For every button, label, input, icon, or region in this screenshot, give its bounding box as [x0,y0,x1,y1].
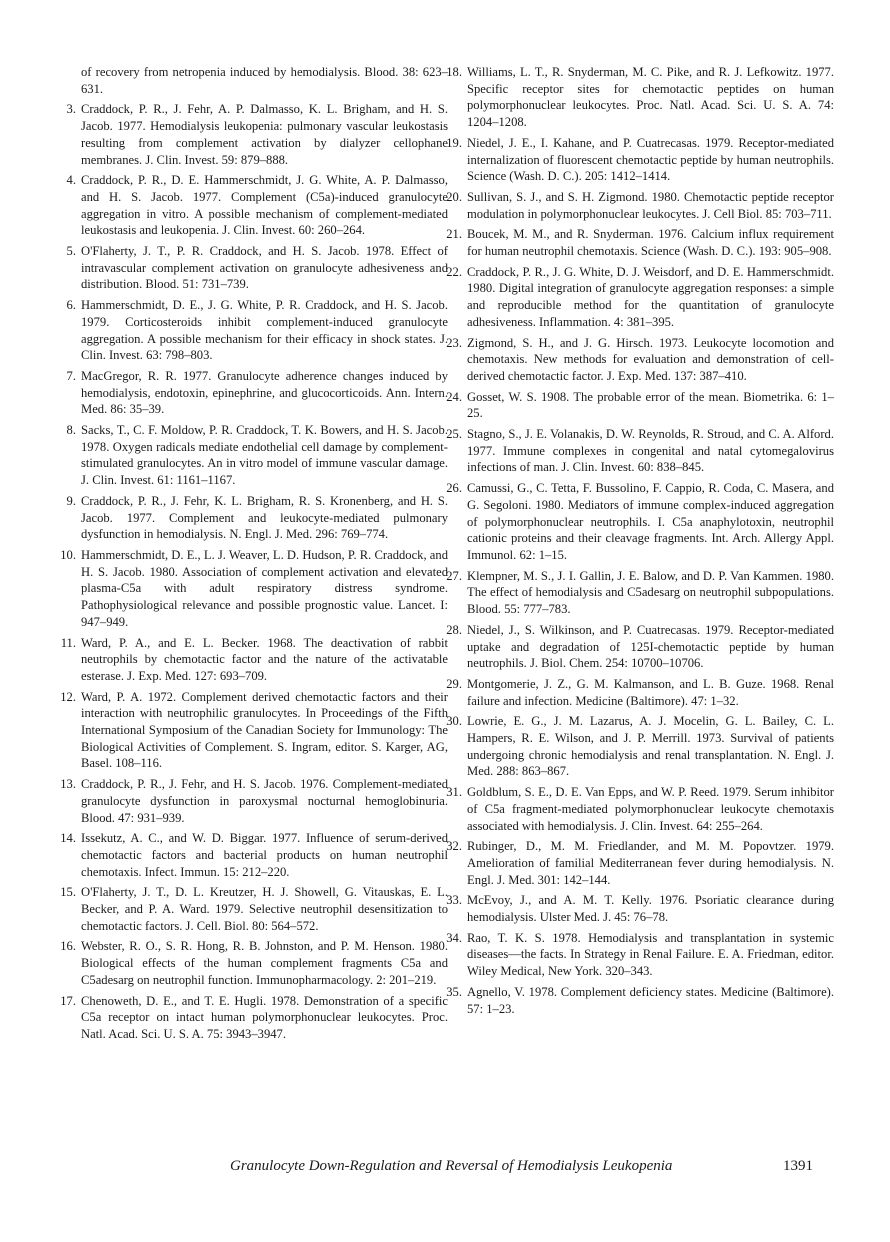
reference-item [446,568,834,618]
reference-number: 10. [60,547,76,562]
reference-number: 23. [446,335,462,350]
reference-number: 11. [60,635,76,650]
reference-column-left [60,64,448,1047]
reference-text: Goldblum, S. E., D. E. Van Epps, and W. P. Reed. 1979. Serum inhibitor of C5a fragment-mediated polymorphonuclear leukocyte chemotaxis associated with hemodialysis. J. Clin. Invest. 64: 255–264. [467,785,834,833]
running-title: Granulocyte Down-Regulation and Reversal of Hemodialysis Leukopenia [230,1158,673,1174]
reference-text: Chenoweth, D. E., and T. E. Hugli. 1978. Demonstration of a specific C5a receptor on intact human polymorphonuclear leukocytes. Proc. Natl. Acad. Sci. U. S. A. 75: 3943–3947. [81,993,448,1041]
reference-item [446,335,834,385]
reference-number: 9. [66,493,76,508]
reference-text: Ward, P. A., and E. L. Becker. 1968. The deactivation of rabbit neutrophils by chemotactic factor and the nature of the activatable esterase. J. Exp. Med. 127: 693–709. [81,635,448,683]
reference-number: 28. [446,622,462,637]
reference-text: Craddock, P. R., J. G. White, D. J. Weisdorf, and D. E. Hammerschmidt. 1980. Digital integration of granulocyte aggregation responses: a simple and reproducible method for the quantitation of granulocyte adhesiveness. Inflammation. 4: 381–395. [467,264,834,329]
reference-text: Craddock, P. R., J. Fehr, and H. S. Jacob. 1976. Complement-mediated granulocyte dysfunction in paroxysmal nocturnal hemoglobinuria. Blood. 47: 931–939. [81,777,448,825]
reference-item [60,993,448,1043]
reference-item [446,226,834,259]
reference-number: 25. [446,427,462,442]
reference-number: 16. [60,939,76,954]
reference-item [446,713,834,780]
reference-column-right [446,64,834,1021]
reference-item [60,689,448,773]
reference-item [446,892,834,925]
reference-number: 6. [66,298,76,313]
reference-text: O'Flaherty, J. T., P. R. Craddock, and H. S. Jacob. 1978. Effect of intravascular complement activation on granulocyte adhesiveness and distribution. Blood. 51: 731–739. [81,244,448,292]
reference-number: 15. [60,885,76,900]
reference-item [63,297,448,364]
reference-item [60,830,448,880]
reference-item [446,426,834,476]
reference-text: Rao, T. K. S. 1978. Hemodialysis and transplantation in systemic diseases—the facts. In Strategy in Renal Failure. E. A. Friedman, editor. Wiley Medical, New York. 320–343. [467,930,834,979]
reference-text: Stagno, S., J. E. Volanakis, D. W. Reynolds, R. Stroud, and C. A. Alford. 1977. Immune complexes in congenital and natal cytomegalovirus infections of man. J. Clin. Invest. 60: 838–845. [467,427,834,475]
reference-item [63,422,448,489]
reference-item [446,622,834,672]
reference-text: Sullivan, S. J., and S. H. Zigmond. 1980. Chemotactic peptide receptor modulation in polymorphonuclear leukocytes. J. Cell Biol. 85: 703–711. [467,189,834,221]
reference-text: Boucek, M. M., and R. Snyderman. 1976. Calcium influx requirement for human neutrophil chemotaxis. Science (Wash. D. C.). 193: 905–908. [467,227,834,259]
reference-item [60,884,448,934]
reference-number: 7. [66,368,76,383]
reference-item [63,64,448,97]
reference-text: of recovery from netropenia induced by hemodialysis. Blood. 38: 623–631. [81,65,448,96]
reference-text: Williams, L. T., R. Snyderman, M. C. Pike, and R. J. Lefkowitz. 1977. Specific receptor sites for chemotactic peptides on human polymorphonuclear leukocytes. Proc. Natl. Acad. Sci. U. S. A. 74: 1204–1208. [467,65,834,130]
reference-text: Niedel, J. E., I. Kahane, and P. Cuatrecasas. 1979. Receptor-mediated internalization of fluorescent chemotactic peptide by human neutrophils. Science (Wash. D. C.). 205: 1412–1414. [467,135,834,184]
reference-text: Hammerschmidt, D. E., J. G. White, P. R. Craddock, and H. S. Jacob. 1979. Corticosteroids inhibit complement-induced granulocyte aggregation. A possible mechanism for their efficacy in shock states. J. Clin. Invest. 63: 798–803. [81,298,448,363]
reference-item [446,838,834,888]
reference-number: 33. [446,893,462,908]
reference-number: 3. [66,102,76,117]
reference-item [446,389,834,422]
reference-number: 31. [446,785,462,800]
reference-number: 35. [446,984,462,999]
reference-number: 13. [60,777,76,792]
reference-text: Zigmond, S. H., and J. G. Hirsch. 1973. Leukocyte locomotion and chemotaxis. New methods for evaluation and demonstration of cell-derived chemotactic factor. J. Exp. Med. 137: 387–410. [467,335,834,383]
reference-text: Ward, P. A. 1972. Complement derived chemotactic factors and their interaction with neutrophilic granulocytes. In Proceedings of the Fifth International Symposium of the Canadian Society for Immunology: The Biological Activities of Complement. S. Ingram, editor. S. Karger, AG, Basel. 108–116. [81,689,448,771]
reference-number: 8. [66,423,76,438]
reference-item [446,135,834,185]
reference-number: 24. [446,389,462,404]
reference-number: 30. [446,714,462,729]
reference-number: 26. [446,481,462,496]
reference-number: 27. [446,568,462,583]
reference-text: Klempner, M. S., J. I. Gallin, J. E. Balow, and D. P. Van Kammen. 1980. The effect of hemodialysis and C5adesarg on neutrophil subpopulations. Blood. 55: 777–783. [467,568,834,617]
reference-item [63,243,448,293]
reference-text: Lowrie, E. G., J. M. Lazarus, A. J. Mocelin, G. L. Bailey, C. L. Hampers, R. E. Wilson, and J. P. Merrill. 1973. Survival of patients undergoing chronic hemodialysis and renal transplantation. N. Engl. J. Med. 288: 863–867. [467,714,834,779]
reference-text: Agnello, V. 1978. Complement deficiency states. Medicine (Baltimore). 57: 1–23. [467,984,834,1016]
reference-text: O'Flaherty, J. T., D. L. Kreutzer, H. J. Showell, G. Vitauskas, E. L. Becker, and P. A. Ward. 1979. Selective neutrophil desensitization to chemotactic factors. J. Cell. Biol. 80: 564–572. [81,885,448,933]
reference-item [63,368,448,418]
reference-text: Webster, R. O., S. R. Hong, R. B. Johnston, and P. M. Henson. 1980. Biological effects of the human complement fragments C5a and C5adesarg on neutrophil function. Immunopharmacology. 2: 201–219. [81,939,448,987]
reference-item [446,264,834,331]
reference-number: 14. [60,831,76,846]
reference-text: Issekutz, A. C., and W. D. Biggar. 1977. Influence of serum-derived chemotactic factors and bacterial products on human neutrophil chemotaxis. Infect. Immun. 15: 212–220. [81,831,448,879]
reference-number: 19. [446,135,462,150]
reference-number: 22. [446,264,462,279]
reference-number: 32. [446,839,462,854]
reference-item [63,101,448,168]
page-number: 1391 [783,1158,813,1174]
reference-item [60,938,448,988]
reference-text: MacGregor, R. R. 1977. Granulocyte adherence changes induced by hemodialysis, endotoxin, epinephrine, and glucocorticoids. Ann. Intern. Med. 86: 35–39. [81,368,448,417]
reference-item [63,493,448,543]
reference-number: 29. [446,676,462,691]
reference-number: 18. [446,65,462,79]
reference-number: 17. [60,993,76,1008]
reference-text: Niedel, J., S. Wilkinson, and P. Cuatrecasas. 1979. Receptor-mediated uptake and degradation of 125I-chemotactic peptide by human neutrophils. J. Biol. Chem. 254: 10700–10706. [467,622,834,671]
reference-text: Gosset, W. S. 1908. The probable error of the mean. Biometrika. 6: 1–25. [467,389,834,421]
reference-item [60,635,448,685]
reference-number: 21. [446,227,462,242]
reference-item [446,189,834,222]
reference-text: Rubinger, D., M. M. Friedlander, and M. M. Popovtzer. 1979. Amelioration of familial Mediterranean fever during hemodialysis. N. Engl. J. Med. 301: 142–144. [467,839,834,887]
reference-item [446,676,834,709]
reference-text: Sacks, T., C. F. Moldow, P. R. Craddock, T. K. Bowers, and H. S. Jacob. 1978. Oxygen radicals mediate endothelial cell damage by complement-stimulated granulocytes. An in vitro model of immune vascular damage. J. Clin. Invest. 61: 1161–1167. [81,423,448,488]
reference-item [446,984,834,1017]
reference-text: Hammerschmidt, D. E., L. J. Weaver, L. D. Hudson, P. R. Craddock, and H. S. Jacob. 1980. Association of complement activation and elevated plasma-C5a with adult respiratory distress syndrome. Pathophysiological relevance and possible prognostic value. Lancet. I: 947–949. [81,547,448,629]
reference-item [60,547,448,631]
reference-text: Craddock, P. R., J. Fehr, K. L. Brigham, R. S. Kronenberg, and H. S. Jacob. 1977. Complement and leukocyte-mediated pulmonary dysfunction in hemodialysis. N. Engl. J. Med. 296: 769–774. [81,493,448,542]
reference-item [60,776,448,826]
reference-number: 34. [446,930,462,945]
reference-item [446,784,834,834]
reference-text: Craddock, P. R., J. Fehr, A. P. Dalmasso, K. L. Brigham, and H. S. Jacob. 1977. Hemodialysis leukopenia: pulmonary vascular leukostasis resulting from complement activation by dialyzer cellophane membranes. J. Clin. Invest. 59: 879–888. [81,102,448,167]
reference-number: 4. [66,173,76,188]
reference-number: 5. [66,244,76,259]
reference-item [63,172,448,239]
reference-number: 12. [60,689,76,704]
reference-text: Camussi, G., C. Tetta, F. Bussolino, F. Cappio, R. Coda, C. Masera, and G. Segoloni. 1980. Mediators of immune complex-induced aggregation of polymorphonuclear neutrophils. I. C5a anaphylotoxin, neutrophil cationic proteins and their cleavage fragments. Int. Arch. Allergy Appl. Immunol. 62: 1–15. [467,481,834,562]
reference-item [446,64,834,131]
reference-text: Montgomerie, J. Z., G. M. Kalmanson, and L. B. Guze. 1968. Renal failure and infection. Medicine (Baltimore). 47: 1–32. [467,676,834,708]
reference-item [446,930,834,980]
reference-item [446,480,834,564]
reference-text: McEvoy, J., and A. M. T. Kelly. 1976. Psoriatic clearance during hemodialysis. Ulster Med. J. 45: 76–78. [467,893,834,925]
reference-text: Craddock, P. R., D. E. Hammerschmidt, J. G. White, A. P. Dalmasso, and H. S. Jacob. 1977. Complement (C5a)-induced granulocyte aggregation in vitro. A possible mechanism of complement-mediated leukostasis and leukopenia. J. Clin. Invest. 60: 260–264. [81,173,448,238]
reference-number: 20. [446,189,462,204]
